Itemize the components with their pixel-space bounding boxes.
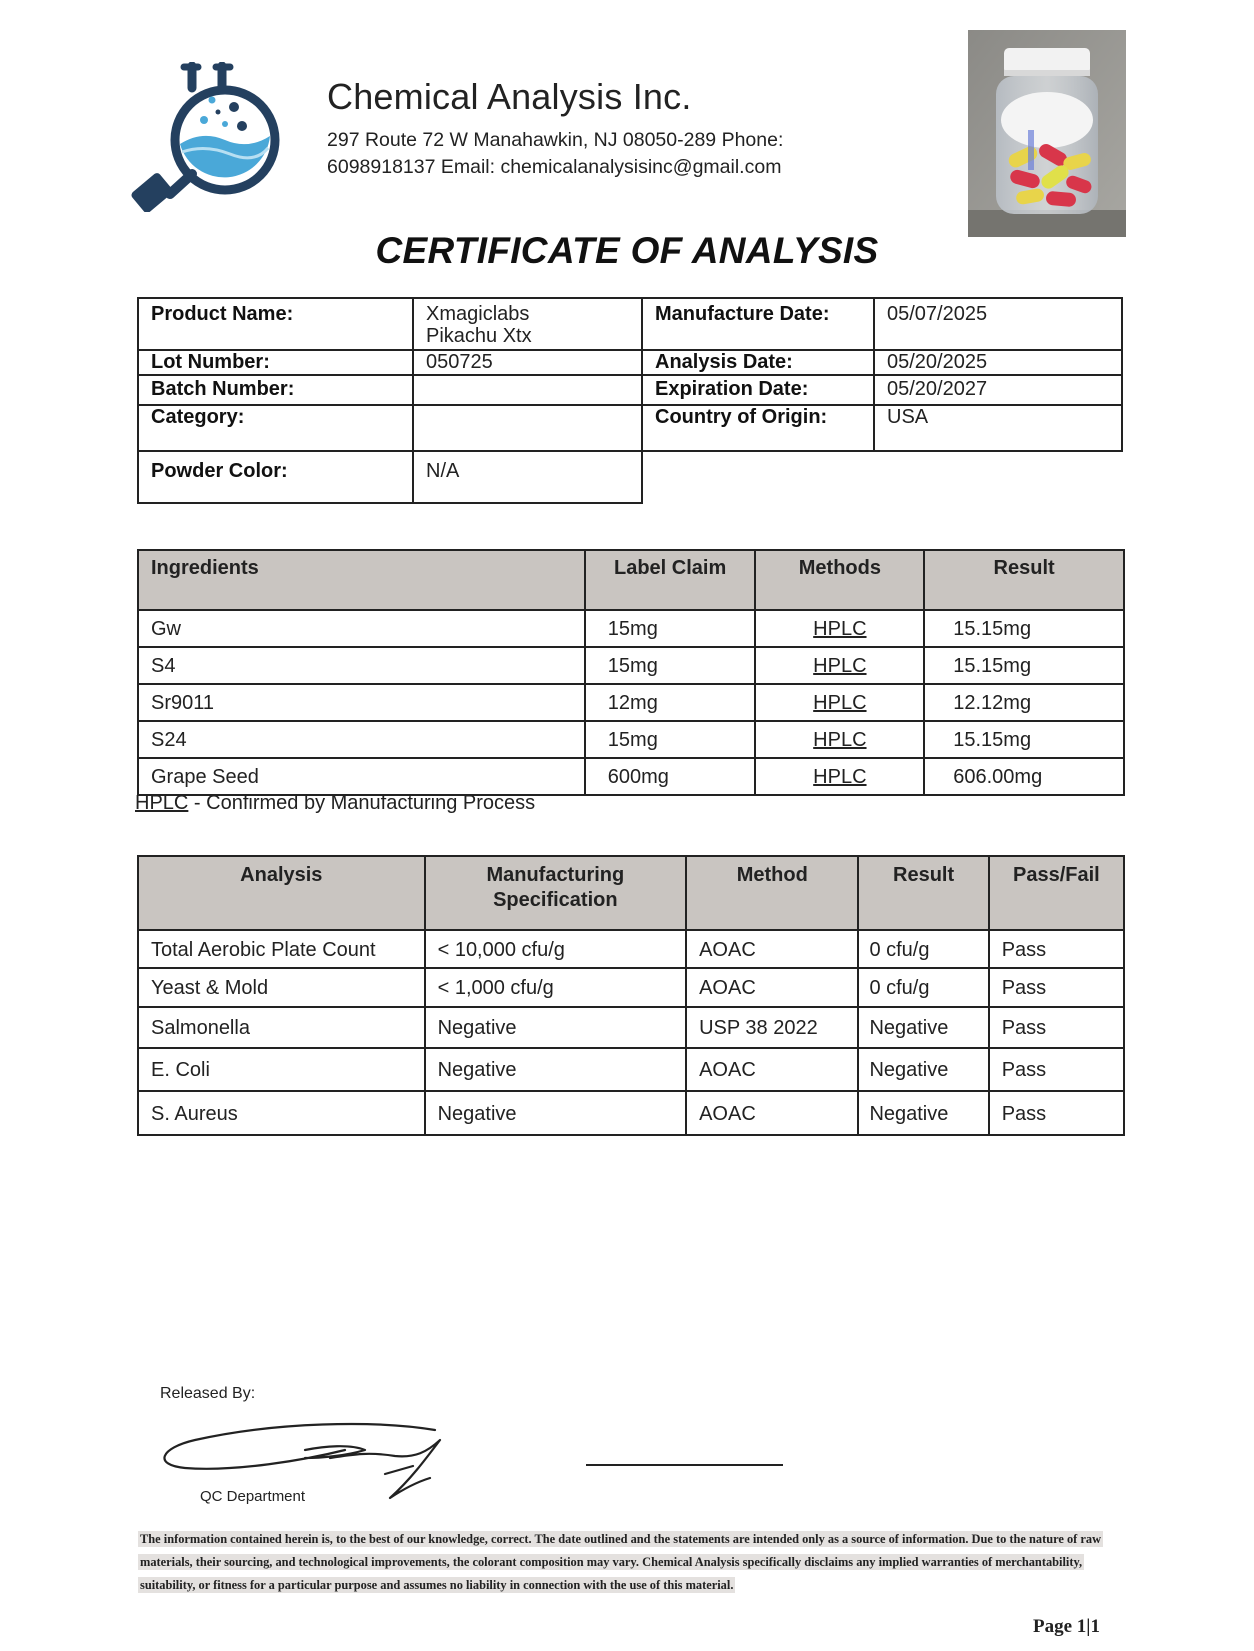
micro-header-row	[138, 856, 1124, 930]
analysis-date-label: Analysis Date:	[642, 350, 874, 375]
hplc-note-text: - Confirmed by Manufacturing Process	[188, 792, 536, 814]
method: AOAC	[686, 968, 858, 1007]
method: AOAC	[686, 1048, 858, 1091]
table-row	[138, 1048, 1124, 1091]
lot-number-label: Lot Number:	[138, 350, 413, 375]
info-row	[138, 405, 1122, 451]
signature-image	[155, 1410, 475, 1500]
specification: Negative	[425, 1091, 687, 1135]
specification: Negative	[425, 1007, 687, 1048]
hplc-note	[135, 792, 535, 815]
product-name-value	[413, 298, 642, 350]
table-row	[138, 1091, 1124, 1135]
method-text[interactable]: HPLC	[813, 692, 867, 714]
category-label: Category:	[138, 405, 413, 451]
product-info-table	[137, 297, 1123, 504]
category-value	[413, 405, 642, 451]
result-value: 15.15mg	[924, 721, 1124, 758]
analysis-name: Total Aerobic Plate Count	[138, 930, 425, 968]
product-name-label: Product Name:	[138, 298, 413, 350]
disclaimer-text: The information contained herein is, to the best of our knowledge, correct. The date outlined and the statements are intended only as a source of information. Due to the nature of raw materials, their sourcing, and technological improvements, the colorant composition may vary. Chemical Analysis specifically disclaims any implied warranties of merchantability, suitability, or fitness for a particular purpose and assumes no liability in connection with the use of this material.	[140, 1532, 1102, 1592]
header-ingredients: Ingredients	[138, 550, 585, 610]
powder-color-label: Powder Color:	[138, 451, 413, 503]
expiration-date-value: 05/20/2027	[874, 375, 1122, 405]
header-result: Result	[924, 550, 1124, 610]
specification: < 10,000 cfu/g	[425, 930, 687, 968]
certificate-title: CERTIFICATE OF ANALYSIS	[375, 230, 879, 271]
pass-fail: Pass	[989, 1007, 1124, 1048]
result-value: 15.15mg	[924, 647, 1124, 684]
company-address	[327, 127, 847, 181]
disclaimer	[138, 1528, 1128, 1597]
header-specification: Specification	[493, 889, 618, 911]
specification: Negative	[425, 1048, 687, 1091]
method-link[interactable]	[755, 610, 924, 647]
result-value: 15.15mg	[924, 610, 1124, 647]
method-link[interactable]	[755, 647, 924, 684]
company-name: Chemical Analysis Inc.	[327, 76, 692, 117]
analysis-name: Yeast & Mold	[138, 968, 425, 1007]
method-link[interactable]	[755, 684, 924, 721]
header-result: Result	[858, 856, 988, 930]
info-row	[138, 298, 1122, 350]
manufacture-date-value: 05/07/2025	[874, 298, 1122, 350]
ingredients-header-row	[138, 550, 1124, 610]
address-line-1: 297 Route 72 W Manahawkin, NJ 08050-289 Phone:	[327, 129, 784, 151]
empty-cell	[642, 451, 1122, 503]
analysis-name: E. Coli	[138, 1048, 425, 1091]
result: 0 cfu/g	[858, 930, 988, 968]
pass-fail: Pass	[989, 930, 1124, 968]
microbiology-table	[137, 855, 1125, 1136]
pass-fail: Pass	[989, 968, 1124, 1007]
ingredient-name: Gw	[138, 610, 585, 647]
qc-department-label: QC Department	[200, 1488, 306, 1505]
lot-number-value: 050725	[413, 350, 642, 375]
label-claim: 15mg	[585, 610, 756, 647]
page-number: Page 1|1	[1033, 1616, 1100, 1637]
method: USP 38 2022	[686, 1007, 858, 1048]
info-row	[138, 350, 1122, 375]
table-row	[138, 968, 1124, 1007]
method-link[interactable]	[755, 758, 924, 795]
header-label-claim: Label Claim	[585, 550, 756, 610]
capsule-jar-photo	[968, 30, 1126, 237]
label-claim: 12mg	[585, 684, 756, 721]
released-by-label: Released By:	[160, 1385, 256, 1402]
country-value: USA	[874, 405, 1122, 451]
specification: < 1,000 cfu/g	[425, 968, 687, 1007]
table-row	[138, 721, 1124, 758]
analysis-name: S. Aureus	[138, 1091, 425, 1135]
result: Negative	[858, 1007, 988, 1048]
result: Negative	[858, 1091, 988, 1135]
method-text[interactable]: HPLC	[813, 729, 867, 751]
analysis-name: Salmonella	[138, 1007, 425, 1048]
ingredient-name: Sr9011	[138, 684, 585, 721]
hplc-link[interactable]: HPLC	[135, 792, 189, 814]
label-claim: 600mg	[585, 758, 756, 795]
method-text[interactable]: HPLC	[813, 766, 867, 788]
ingredient-name: S24	[138, 721, 585, 758]
header-methods: Methods	[755, 550, 924, 610]
header-manufacturing: Manufacturing	[486, 864, 625, 886]
method-text[interactable]: HPLC	[813, 655, 867, 677]
table-row	[138, 647, 1124, 684]
label-claim: 15mg	[585, 721, 756, 758]
analysis-date-value: 05/20/2025	[874, 350, 1122, 375]
result: Negative	[858, 1048, 988, 1091]
header-method: Method	[686, 856, 858, 930]
header-analysis: Analysis	[138, 856, 425, 930]
method: AOAC	[686, 1091, 858, 1135]
manufacture-date-label: Manufacture Date:	[642, 298, 874, 350]
table-row	[138, 610, 1124, 647]
flask-magnifier-icon	[130, 62, 290, 212]
method-link[interactable]	[755, 721, 924, 758]
batch-number-value	[413, 375, 642, 405]
header-pass-fail: Pass/Fail	[989, 856, 1124, 930]
powder-color-value: N/A	[413, 451, 642, 503]
method: AOAC	[686, 930, 858, 968]
header-manufacturing-specification	[425, 856, 687, 930]
ingredient-name: S4	[138, 647, 585, 684]
table-row	[138, 758, 1124, 795]
product-name-line-2: Pikachu Xtx	[426, 325, 532, 347]
result: 0 cfu/g	[858, 968, 988, 1007]
info-row	[138, 375, 1122, 405]
pass-fail: Pass	[989, 1091, 1124, 1135]
info-row	[138, 451, 1122, 503]
label-claim: 15mg	[585, 647, 756, 684]
product-name-line-1: Xmagiclabs	[426, 303, 530, 325]
country-label: Country of Origin:	[642, 405, 874, 451]
result-value: 12.12mg	[924, 684, 1124, 721]
ingredients-table	[137, 549, 1125, 796]
table-row	[138, 1007, 1124, 1048]
table-row	[138, 684, 1124, 721]
expiration-date-label: Expiration Date:	[642, 375, 874, 405]
address-line-2: 6098918137 Email: chemicalanalysisinc@gmail.com	[327, 156, 782, 178]
batch-number-label: Batch Number:	[138, 375, 413, 405]
pass-fail: Pass	[989, 1048, 1124, 1091]
table-row	[138, 930, 1124, 968]
signature-line	[586, 1464, 783, 1466]
result-value: 606.00mg	[924, 758, 1124, 795]
ingredient-name: Grape Seed	[138, 758, 585, 795]
method-text[interactable]: HPLC	[813, 618, 867, 640]
